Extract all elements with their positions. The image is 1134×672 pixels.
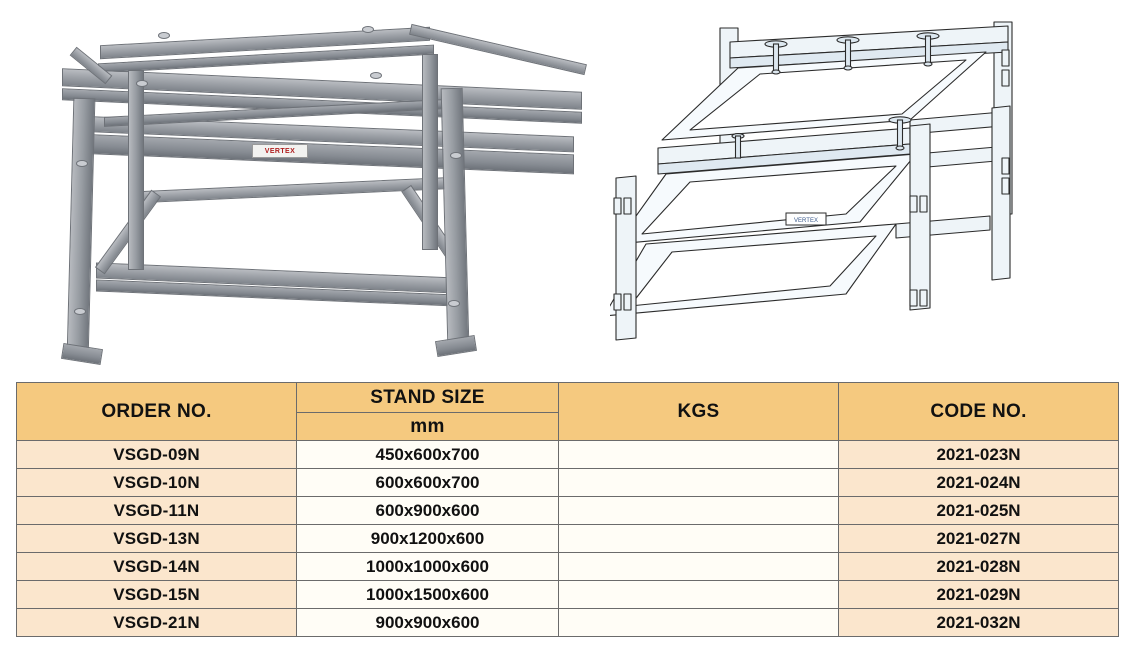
cell-kgs [559, 609, 839, 637]
header-kgs: KGS [559, 383, 839, 441]
specification-table-wrapper [16, 382, 1118, 637]
drawing-bracket [1002, 70, 1009, 86]
leg-rear-left [128, 70, 144, 270]
cell-code-no: 2021-024N [839, 469, 1119, 497]
table-row [17, 609, 1119, 637]
cell-code-no: 2021-027N [839, 525, 1119, 553]
header-order-no: ORDER NO. [17, 383, 297, 441]
drawing-bracket [910, 196, 917, 212]
drawing-bracket [614, 198, 621, 214]
cell-stand-size: 600x900x600 [297, 497, 559, 525]
table-row [17, 497, 1119, 525]
bolt-icon [450, 152, 462, 159]
cell-order-no: VSGD-13N [17, 525, 297, 553]
cell-code-no: 2021-023N [839, 441, 1119, 469]
cell-stand-size: 450x600x700 [297, 441, 559, 469]
table-row [17, 581, 1119, 609]
stand-line-drawing [610, 8, 1110, 378]
cell-stand-size: 900x900x600 [297, 609, 559, 637]
cell-order-no: VSGD-15N [17, 581, 297, 609]
cell-kgs [559, 525, 839, 553]
drawing-name-plate [786, 213, 826, 225]
table-row [17, 441, 1119, 469]
cell-code-no: 2021-028N [839, 553, 1119, 581]
cell-order-no: VSGD-14N [17, 553, 297, 581]
drawing-svg [610, 8, 1110, 378]
stand-photo [40, 8, 640, 378]
cell-order-no: VSGD-10N [17, 469, 297, 497]
drawing-bracket [910, 290, 917, 306]
cell-stand-size: 1000x1500x600 [297, 581, 559, 609]
table-body [17, 441, 1119, 637]
bolt-icon [76, 160, 88, 167]
cell-stand-size: 600x600x700 [297, 469, 559, 497]
drawing-bracket [920, 290, 927, 306]
drawing-bracket [1002, 178, 1009, 194]
cell-kgs [559, 441, 839, 469]
drawing-bracket [624, 198, 631, 214]
header-stand-size: STAND SIZE [297, 383, 559, 413]
table-row [17, 525, 1119, 553]
drawing-bracket [624, 294, 631, 310]
drawing-bracket [614, 294, 621, 310]
cell-code-no: 2021-029N [839, 581, 1119, 609]
bolt-icon [136, 80, 148, 87]
drawing-bracket [1002, 158, 1009, 174]
table-head [17, 383, 1119, 441]
cell-kgs [559, 581, 839, 609]
bolt-icon [362, 26, 374, 33]
header-code-no: CODE NO. [839, 383, 1119, 441]
cell-order-no: VSGD-11N [17, 497, 297, 525]
cell-order-no: VSGD-21N [17, 609, 297, 637]
drawing-bracket [1002, 50, 1009, 66]
cell-code-no: 2021-032N [839, 609, 1119, 637]
cell-stand-size: 900x1200x600 [297, 525, 559, 553]
specification-table [16, 382, 1119, 637]
table-row [17, 553, 1119, 581]
cell-kgs [559, 497, 839, 525]
drawing-front-post-right [910, 124, 930, 310]
cell-code-no: 2021-025N [839, 497, 1119, 525]
cell-order-no: VSGD-09N [17, 441, 297, 469]
bolt-icon [74, 308, 86, 315]
drawing-plate-label: VERTEX [794, 218, 818, 224]
cell-stand-size: 1000x1000x600 [297, 553, 559, 581]
header-stand-size-unit: mm [297, 413, 559, 441]
bolt-icon [448, 300, 460, 307]
leg-rear-right [422, 54, 438, 250]
table-row [17, 469, 1119, 497]
drawing-bracket [920, 196, 927, 212]
brand-plate: VERTEX [252, 144, 308, 158]
bolt-icon [370, 72, 382, 79]
cell-kgs [559, 469, 839, 497]
bolt-icon [158, 32, 170, 39]
cell-kgs [559, 553, 839, 581]
table-header-row [17, 383, 1119, 413]
